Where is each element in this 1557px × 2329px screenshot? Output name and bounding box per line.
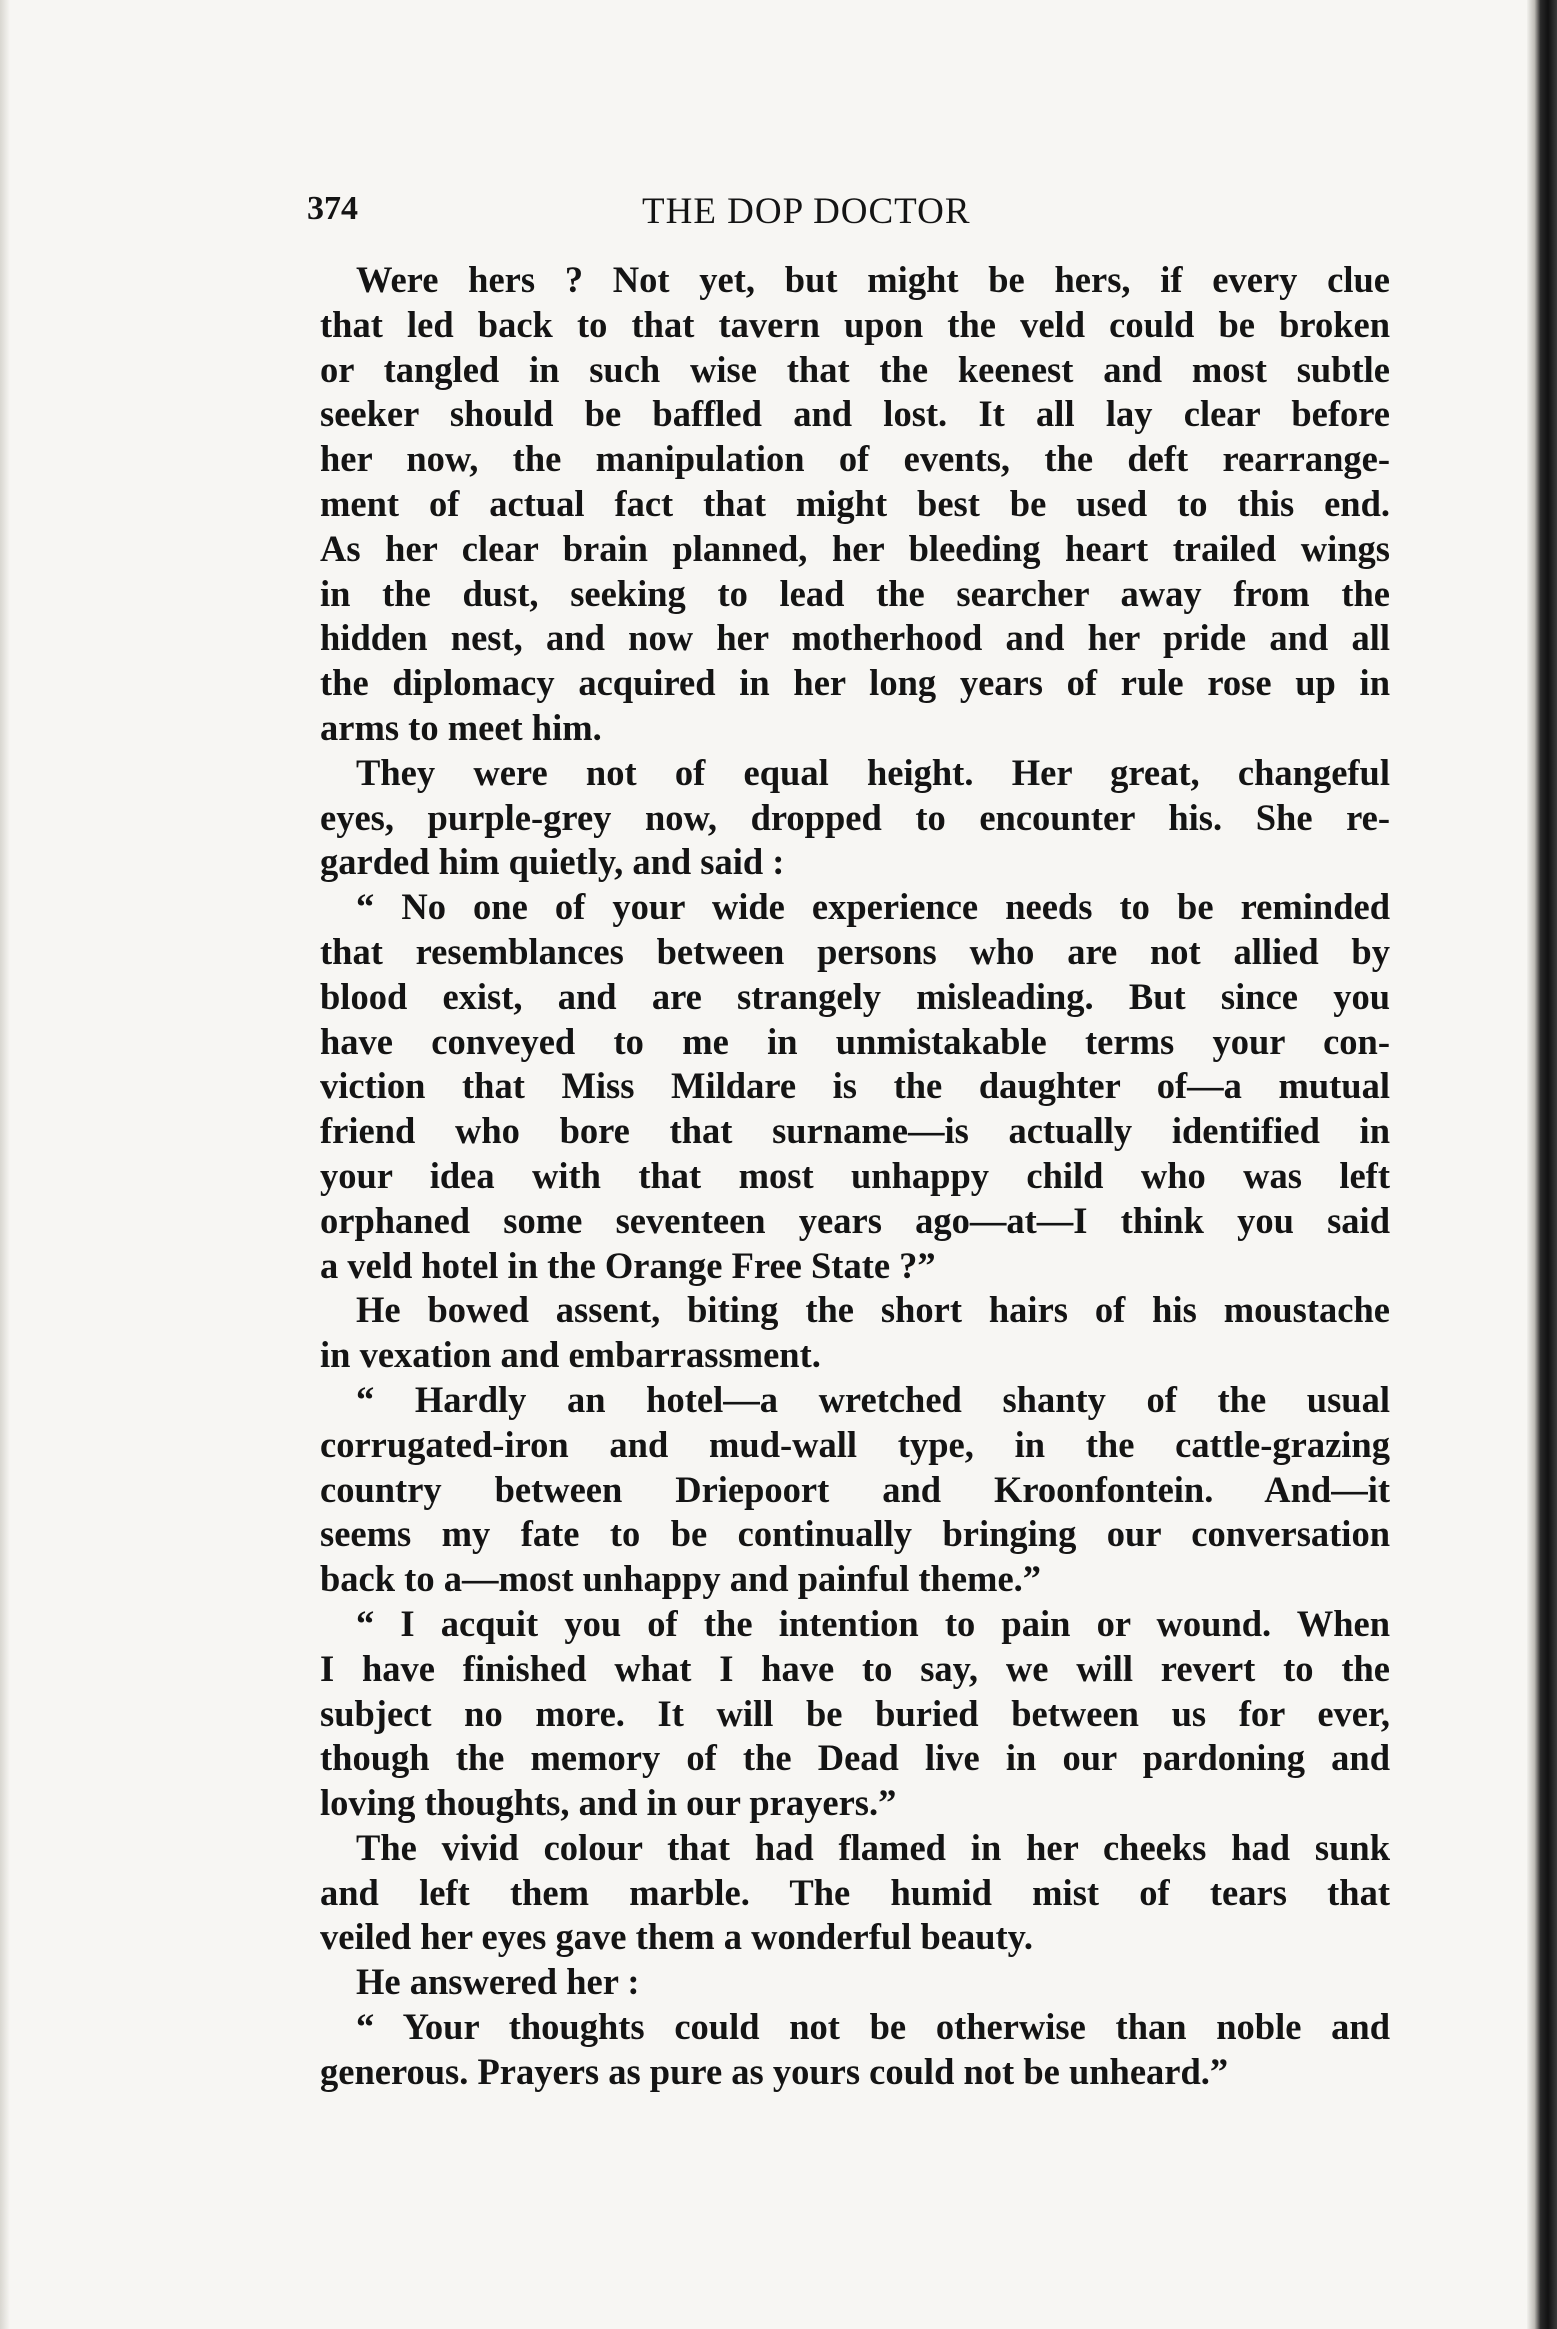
text-line: As her clear brain planned, her bleeding heart trailed wings (320, 527, 1390, 569)
text-line: your idea with that most unhappy child who was left (320, 1154, 1390, 1196)
text-line: though the memory of the Dead live in our pardoning and (320, 1737, 1390, 1779)
text-line: I have finished what I have to say, we will revert to the (320, 1647, 1390, 1689)
text-line: “ Your thoughts could not be otherwise than noble and (356, 2006, 1390, 2048)
text-line: a veld hotel in the Orange Free State ?” (320, 1244, 936, 1286)
running-title: THE DOP DOCTOR (642, 191, 971, 232)
page-edge-border (1527, 0, 1557, 2329)
body-text (320, 258, 1390, 2095)
paragraph (320, 1602, 1390, 1826)
text-line: seeker should be baffled and lost. It all lay clear before (320, 393, 1390, 435)
text-line: garded him quietly, and said : (320, 841, 785, 883)
text-line: that resemblances between persons who are not allied by (320, 930, 1390, 972)
text-line: the diplomacy acquired in her long years of rule rose up in (320, 662, 1390, 704)
text-line: friend who bore that surname—is actually identified in (320, 1110, 1390, 1152)
text-line: “ I acquit you of the intention to pain or wound. When (356, 1602, 1390, 1644)
paragraph (320, 2005, 1390, 2095)
text-line: They were not of equal height. Her great, changeful (356, 751, 1390, 793)
text-line: blood exist, and are strangely misleading. But since you (320, 975, 1390, 1017)
paragraph (320, 1826, 1390, 1960)
paragraph (320, 1960, 1390, 2005)
text-line: loving thoughts, and in our prayers.” (320, 1782, 897, 1824)
text-line: hidden nest, and now her motherhood and her pride and all (320, 617, 1390, 659)
text-line: her now, the manipulation of events, the deft rearrange- (320, 438, 1390, 480)
page-header (307, 190, 1387, 250)
text-line: orphaned some seventeen years ago—at—I think you said (320, 1199, 1390, 1241)
text-line: He answered her : (356, 1961, 640, 2003)
text-line: veiled her eyes gave them a wonderful beauty. (320, 1916, 1034, 1958)
text-line: “ Hardly an hotel—a wretched shanty of the usual (356, 1378, 1390, 1420)
text-line: ment of actual fact that might best be used to this end. (320, 482, 1390, 524)
text-line: corrugated-iron and mud-wall type, in the cattle-grazing (320, 1423, 1390, 1465)
text-line: “ No one of your wide experience needs to be reminded (356, 886, 1390, 928)
text-line: or tangled in such wise that the keenest and most subtle (320, 348, 1390, 390)
text-line: The vivid colour that had flamed in her cheeks had sunk (356, 1826, 1390, 1868)
page-gutter-shadow (0, 0, 10, 2329)
text-line: eyes, purple-grey now, dropped to encounter his. She re- (320, 796, 1390, 838)
text-line: that led back to that tavern upon the veld could be broken (320, 303, 1390, 345)
text-line: and left them marble. The humid mist of tears that (320, 1871, 1390, 1913)
text-line: in the dust, seeking to lead the searcher away from the (320, 572, 1390, 614)
text-line: in vexation and embarrassment. (320, 1334, 821, 1376)
text-line: seems my fate to be continually bringing our conversation (320, 1513, 1390, 1555)
text-line: subject no more. It will be buried between us for ever, (320, 1692, 1390, 1734)
text-line: have conveyed to me in unmistakable terms your con- (320, 1020, 1390, 1062)
text-line: Were hers ? Not yet, but might be hers, if every clue (356, 259, 1390, 300)
text-line: country between Driepoort and Kroonfontein. And—it (320, 1468, 1390, 1510)
page-number: 374 (307, 190, 358, 227)
text-line: generous. Prayers as pure as yours could not be unheard.” (320, 2050, 1229, 2092)
text-line: viction that Miss Mildare is the daughter of—a mutual (320, 1065, 1390, 1107)
text-line: arms to meet him. (320, 706, 602, 748)
paragraph (320, 885, 1390, 1288)
paragraph (320, 1378, 1390, 1602)
text-line: He bowed assent, biting the short hairs of his moustache (356, 1289, 1390, 1331)
text-line: back to a—most unhappy and painful theme.” (320, 1558, 1042, 1600)
paragraph (320, 1288, 1390, 1378)
paragraph (320, 751, 1390, 885)
paragraph (320, 258, 1390, 751)
